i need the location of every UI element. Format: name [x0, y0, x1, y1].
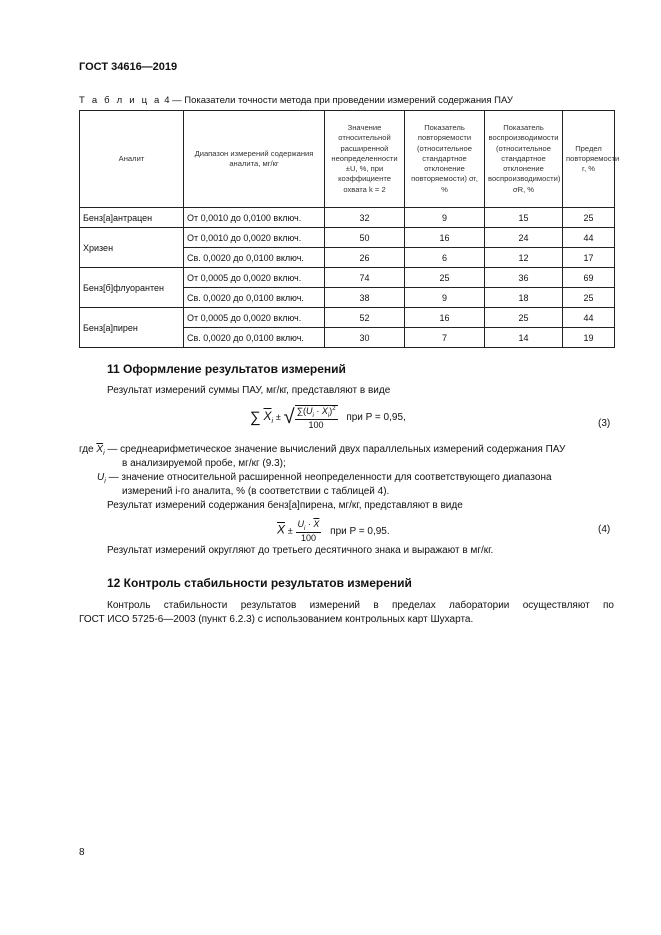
formula-3-condition: при P = 0,95,	[346, 412, 406, 424]
table-caption-label: Т а б л и ц а	[79, 95, 162, 106]
cell-uncertainty: 26	[325, 248, 405, 268]
definition-u-text: — значение относительной расширенной неопределенности для соответствующего диапазона	[108, 472, 552, 483]
header-repeatability-limit: Предел повторяемости r, %	[563, 111, 615, 208]
accuracy-table	[79, 110, 620, 348]
table-row	[80, 208, 615, 228]
cell-range: Св. 0,0020 до 0,0100 включ.	[184, 288, 325, 308]
section-12-line-1: Контроль стабильности результатов измерений в пределах лаборатории осуществляют по	[107, 600, 614, 611]
definition-x: где $\overline{X}_i$ — среднеарифметическое значение вычислений двух параллельных измерений содержания ПАУ	[79, 444, 566, 457]
cell-range: От 0,0010 до 0,0020 включ.	[184, 228, 325, 248]
definition-x-text: — среднеарифметическое значение вычислений двух параллельных измерений содержания ПАУ	[107, 444, 566, 455]
header-range: Диапазон измерений содержания аналита, мг/кг	[184, 111, 325, 208]
cell-reproducibility: 12	[485, 248, 563, 268]
page-number: 8	[79, 847, 85, 858]
cell-repeatability-limit: 69	[563, 268, 615, 288]
table-header-row	[80, 111, 615, 208]
formula-3: ∑ $\overline{X}_i$ ± √ $\frac{\sum(U_i \cdot \overline{X}_i)^2}{100}$ при P = 0,95,	[250, 405, 406, 430]
definition-u-cont: измерений i-го аналита, % (в соответствии с таблицей 4).	[122, 486, 390, 497]
cell-reproducibility: 14	[485, 328, 563, 348]
cell-analyte: Бенз[а]антрацен	[80, 208, 184, 228]
cell-range: От 0,0005 до 0,0020 включ.	[184, 268, 325, 288]
cell-repeatability-limit: 17	[563, 248, 615, 268]
cell-range: Св. 0,0020 до 0,0100 включ.	[184, 328, 325, 348]
definition-x-cont: в анализируемой пробе, мг/кг (9.3);	[122, 458, 286, 469]
table-caption	[79, 95, 513, 106]
header-repeatability: Показатель повторяемости (относительное стандартное отклонение повторяемости) σr, %	[405, 111, 485, 208]
cell-uncertainty: 38	[325, 288, 405, 308]
cell-range: От 0,0010 до 0,0100 включ.	[184, 208, 325, 228]
cell-analyte: Хризен	[80, 228, 184, 268]
formula-4-condition: при P = 0,95.	[330, 525, 390, 537]
cell-uncertainty: 50	[325, 228, 405, 248]
cell-range: Св. 0,0020 до 0,0100 включ.	[184, 248, 325, 268]
cell-repeatability: 9	[405, 208, 485, 228]
formula-4-number: (4)	[598, 524, 611, 535]
cell-analyte: Бенз[б]флуорантен	[80, 268, 184, 308]
cell-repeatability: 16	[405, 308, 485, 328]
cell-uncertainty: 74	[325, 268, 405, 288]
document-id: ГОСТ 34616—2019	[79, 61, 178, 73]
cell-repeatability-limit: 19	[563, 328, 615, 348]
cell-repeatability: 25	[405, 268, 485, 288]
cell-repeatability-limit: 25	[563, 208, 615, 228]
section-11-title: 11 Оформление результатов измерений	[107, 362, 346, 376]
cell-repeatability: 9	[405, 288, 485, 308]
cell-repeatability: 7	[405, 328, 485, 348]
cell-reproducibility: 24	[485, 228, 563, 248]
section-12-title: 12 Контроль стабильности результатов измерений	[107, 576, 412, 590]
cell-reproducibility: 36	[485, 268, 563, 288]
header-uncertainty: Значение относительной расширенной неопределенности ±U, %, при коэффициенте охвата k = 2	[325, 111, 405, 208]
cell-repeatability-limit: 25	[563, 288, 615, 308]
table-row	[80, 228, 615, 248]
section-12-line-2: ГОСТ ИСО 5725-6—2003 (пункт 6.2.3) с использованием контрольных карт Шухарта.	[79, 614, 474, 625]
where-label: где	[79, 444, 94, 455]
cell-uncertainty: 30	[325, 328, 405, 348]
header-analyte: Аналит	[80, 111, 184, 208]
cell-repeatability: 6	[405, 248, 485, 268]
cell-reproducibility: 18	[485, 288, 563, 308]
table-row	[80, 308, 615, 328]
formula-4: $\overline{X}$ ± $\frac{U_i \cdot \overline{X}}{100}$ при P = 0,95.	[277, 519, 390, 543]
section-11-intro: Результат измерений суммы ПАУ, мг/кг, представляют в виде	[107, 385, 391, 396]
cell-analyte: Бенз[а]пирен	[80, 308, 184, 348]
cell-range: От 0,0005 до 0,0020 включ.	[184, 308, 325, 328]
definition-u: $U_i$ — значение относительной расширенной неопределенности для соответствующего диапазона	[97, 472, 552, 485]
header-reproducibility: Показатель воспроизводимости (относительное стандартное отклонение воспроизводимости) σR, %	[485, 111, 563, 208]
bap-intro: Результат измерений содержания бенз[а]пирена, мг/кг, представляют в виде	[107, 500, 463, 511]
cell-reproducibility: 15	[485, 208, 563, 228]
rounding-text: Результат измерений округляют до третьего десятичного знака и выражают в мг/кг.	[107, 545, 494, 556]
cell-repeatability-limit: 44	[563, 228, 615, 248]
table-body	[80, 208, 615, 348]
table-caption-text: 4 — Показатели точности метода при проведении измерений содержания ПАУ	[164, 95, 513, 106]
cell-uncertainty: 32	[325, 208, 405, 228]
cell-repeatability-limit: 44	[563, 308, 615, 328]
formula-3-number: (3)	[598, 418, 611, 429]
cell-repeatability: 16	[405, 228, 485, 248]
table-row	[80, 268, 615, 288]
cell-uncertainty: 52	[325, 308, 405, 328]
cell-reproducibility: 25	[485, 308, 563, 328]
